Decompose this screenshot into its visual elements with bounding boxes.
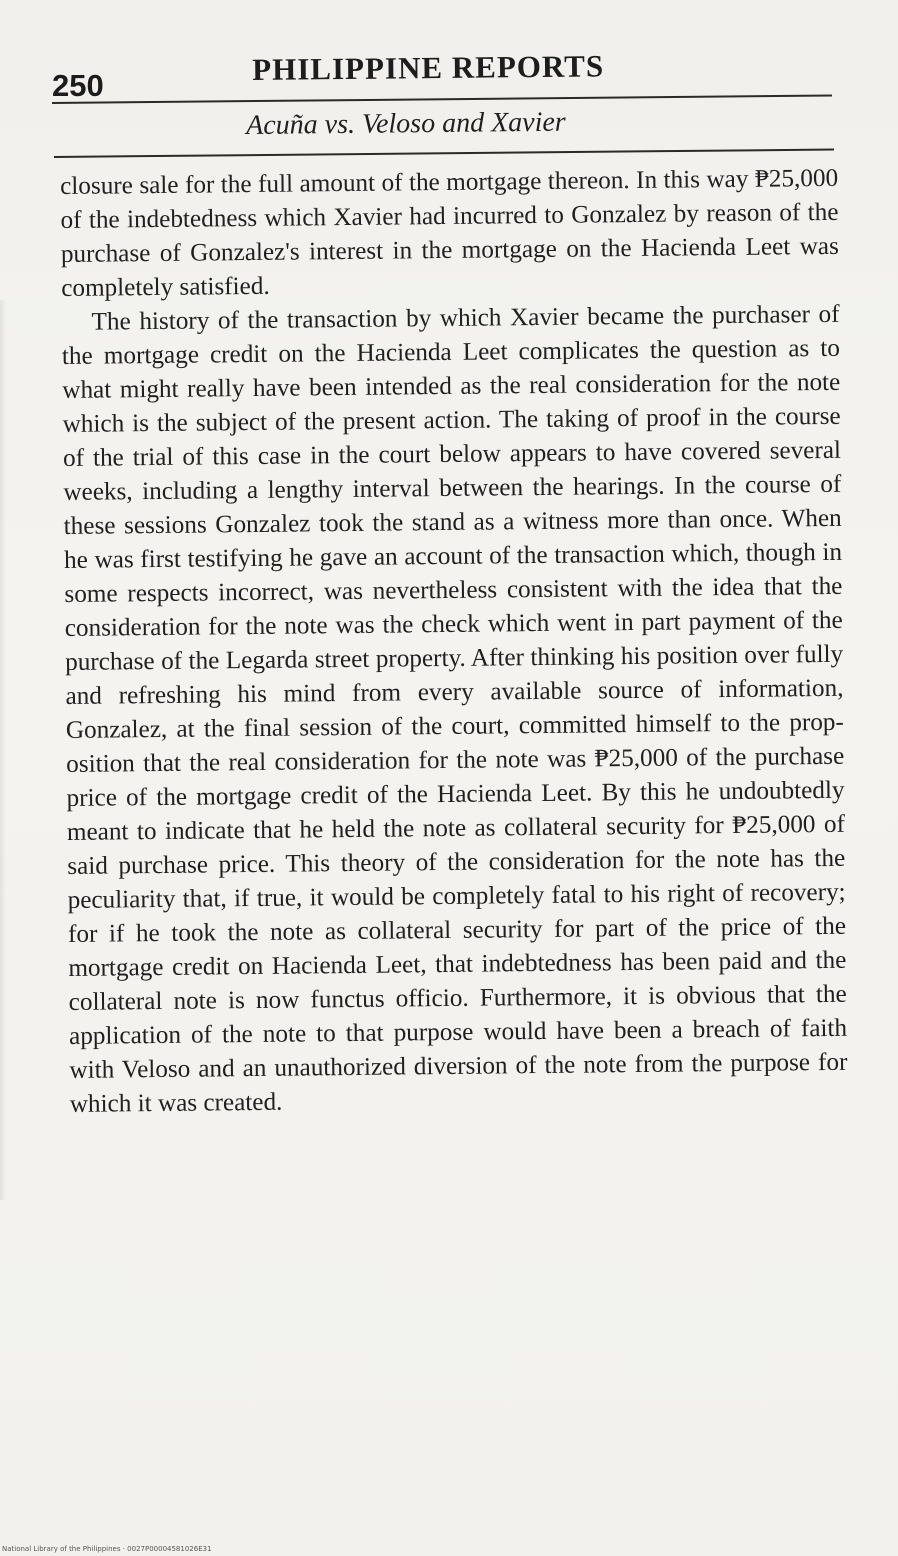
body-text [60, 162, 848, 1122]
page-edge-shadow [0, 300, 6, 1200]
scan-credit: National Library of the Philippines · 0027P00004581026E31 [2, 1545, 212, 1553]
page-number: 250 [52, 68, 104, 103]
header-rule-top [52, 95, 832, 104]
paragraph-2: The history of the transaction by which Xavier became the purchaser of the mortgage credit on the Hacienda Leet complicates the question as to what might really have been intended as the real consideration for the note which is the subject of the present action. The taking of proof in the course of the trial of this case in the court below appears to have covered several weeks, including a lengthy interval between the hearings. In the course of these sessions Gonzalez took the stand as a witness more than once. When he was first testifying he gave an account of the transaction which, though in some respects incorrect, was nevertheless consistent with the idea that the consideration for the note was the check which went in part payment of the purchase of the Legarda street property. After thinking his position over fully and refreshing his mind from every available source of information, Gonzalez, at the final session of the court, committed himself to the proposition that the real consideration for the note was ₱25,000 of the purchase price of the mortgage credit of the Hacienda Leet. By this he undoubtedly meant to indicate that he held the note as collateral security for ₱25,000 of said purchase price. This theory of the consideration for the note has the peculiarity that, if true, it would be completely fatal to his right of recovery; for if he took the note as collateral security for part of the price of the mortgage credit on Hacienda Leet, that indebtedness has been paid and the collateral note is now functus officio. Furthermore, it is obvious that the application of the note to that purpose would have been a breach of faith with Veloso and an unauthorized diversion of the note from the purpose for which it was created. [61, 300, 848, 1118]
case-title: Acuña vs. Veloso and Xavier [246, 106, 566, 141]
paragraph-1: closure sale for the full amount of the mortgage thereon. In this way ₱25,000 of the indebtedness which Xavier had incurred to Gonzalez by reason of the purchase of Gonzalez's interest in the mortgage on the Hacienda Leet was completely satisfied. [60, 164, 839, 302]
running-head: PHILIPPINE REPORTS [252, 48, 605, 87]
header-rule-bottom [54, 149, 834, 158]
